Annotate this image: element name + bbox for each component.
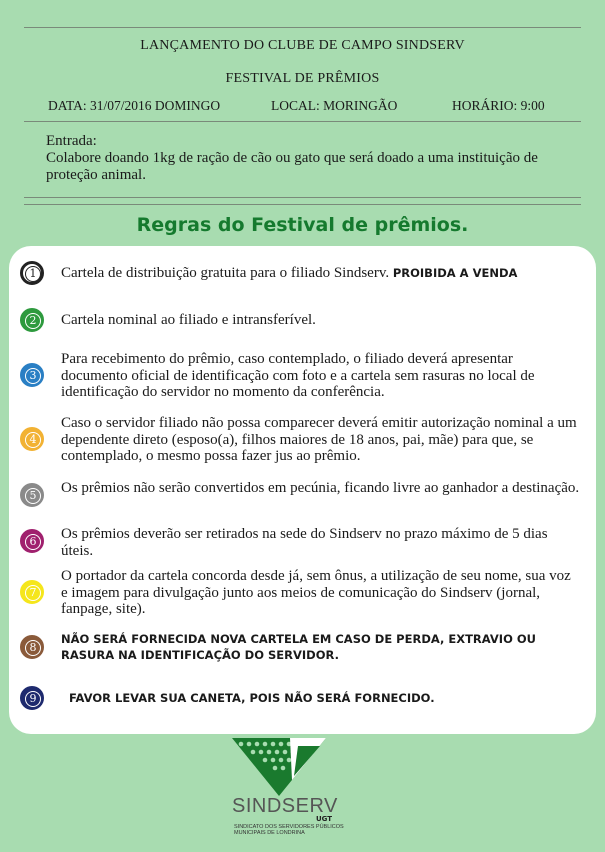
event-location: LOCAL: MORINGÃO bbox=[271, 98, 398, 113]
rule-text-2: Cartela nominal ao filiado e intransferível. bbox=[61, 312, 316, 328]
event-subtitle: FESTIVAL DE PRÊMIOS bbox=[225, 71, 380, 86]
logo-subtitle: SINDICATO DOS SERVIDORES PÚBLICOS MUNICIPAIS DE LONDRINA bbox=[234, 824, 344, 836]
sindserv-logo-icon bbox=[232, 738, 326, 796]
number-4-icon: 4 bbox=[20, 427, 44, 451]
rule-text-9: FAVOR LEVAR SUA CANETA, POIS NÃO SERÁ FORNECIDO. bbox=[69, 691, 435, 705]
rule-text-3: Para recebimento do prêmio, caso contemplado, o filiado deverá apresentar documento oficial de identificação com foto e a cartela sem rasuras no local de identificação do servidor no momento da conferência. bbox=[61, 351, 535, 400]
number-2-icon: 2 bbox=[20, 308, 44, 332]
entrada-text: Colabore doando 1kg de ração de cão ou gato que será doado a uma instituição de proteção animal. bbox=[46, 150, 538, 183]
number-6-icon: 6 bbox=[20, 529, 44, 553]
logo-ugt: UGT bbox=[316, 815, 333, 823]
section-rule-1 bbox=[24, 197, 581, 198]
section-rule-2 bbox=[24, 204, 581, 205]
rules-title: Regras do Festival de prêmios. bbox=[136, 214, 469, 236]
event-time: HORÁRIO: 9:00 bbox=[452, 98, 545, 113]
rule-text-4: Caso o servidor filiado não possa comparecer deverá emitir autorização nominal a um dependente direto (esposo(a), filhos maiores de 18 anos, pai, mãe) para que, se contemplado, o mesmo possa fazer jus ao prêmio. bbox=[61, 415, 577, 464]
rule-emphasis-1: PROIBIDA A VENDA bbox=[392, 266, 518, 280]
entrada-label: Entrada: bbox=[46, 133, 97, 149]
rules-panel bbox=[9, 246, 596, 734]
number-5-icon: 5 bbox=[20, 483, 44, 507]
header-divider bbox=[24, 121, 581, 122]
number-7-icon: 7 bbox=[20, 580, 44, 604]
rule-text-8: NÃO SERÁ FORNECIDA NOVA CARTELA EM CASO DE PERDA, EXTRAVIO OU RASURA NA IDENTIFICAÇÃO DO SERVIDOR. bbox=[61, 632, 536, 662]
event-date: DATA: 31/07/2016 DOMINGO bbox=[48, 98, 221, 113]
number-8-icon: 8 bbox=[20, 635, 44, 659]
top-rule bbox=[24, 27, 581, 28]
rule-text-5: Os prêmios não serão convertidos em pecúnia, ficando livre ao ganhador a destinação. bbox=[61, 480, 580, 496]
rule-text-6: Os prêmios deverão ser retirados na sede do Sindserv no prazo máximo de 5 dias úteis. bbox=[61, 526, 548, 559]
number-1-icon: 1 bbox=[20, 261, 44, 285]
number-3-icon: 3 bbox=[20, 363, 44, 387]
entrada-block bbox=[46, 133, 566, 184]
rule-text-1: Cartela de distribuição gratuita para o filiado Sindserv. bbox=[61, 265, 390, 281]
number-9-icon: 9 bbox=[20, 686, 44, 710]
event-title: LANÇAMENTO DO CLUBE DE CAMPO SINDSERV bbox=[140, 38, 465, 53]
logo-name: SINDSERV bbox=[232, 795, 338, 817]
rule-text-7: O portador da cartela concorda desde já, sem ônus, a utilização de seu nome, sua voz e imagem para divulgação junto aos meios de comunicação do Sindserv (jornal, fanpage, site). bbox=[61, 568, 571, 617]
